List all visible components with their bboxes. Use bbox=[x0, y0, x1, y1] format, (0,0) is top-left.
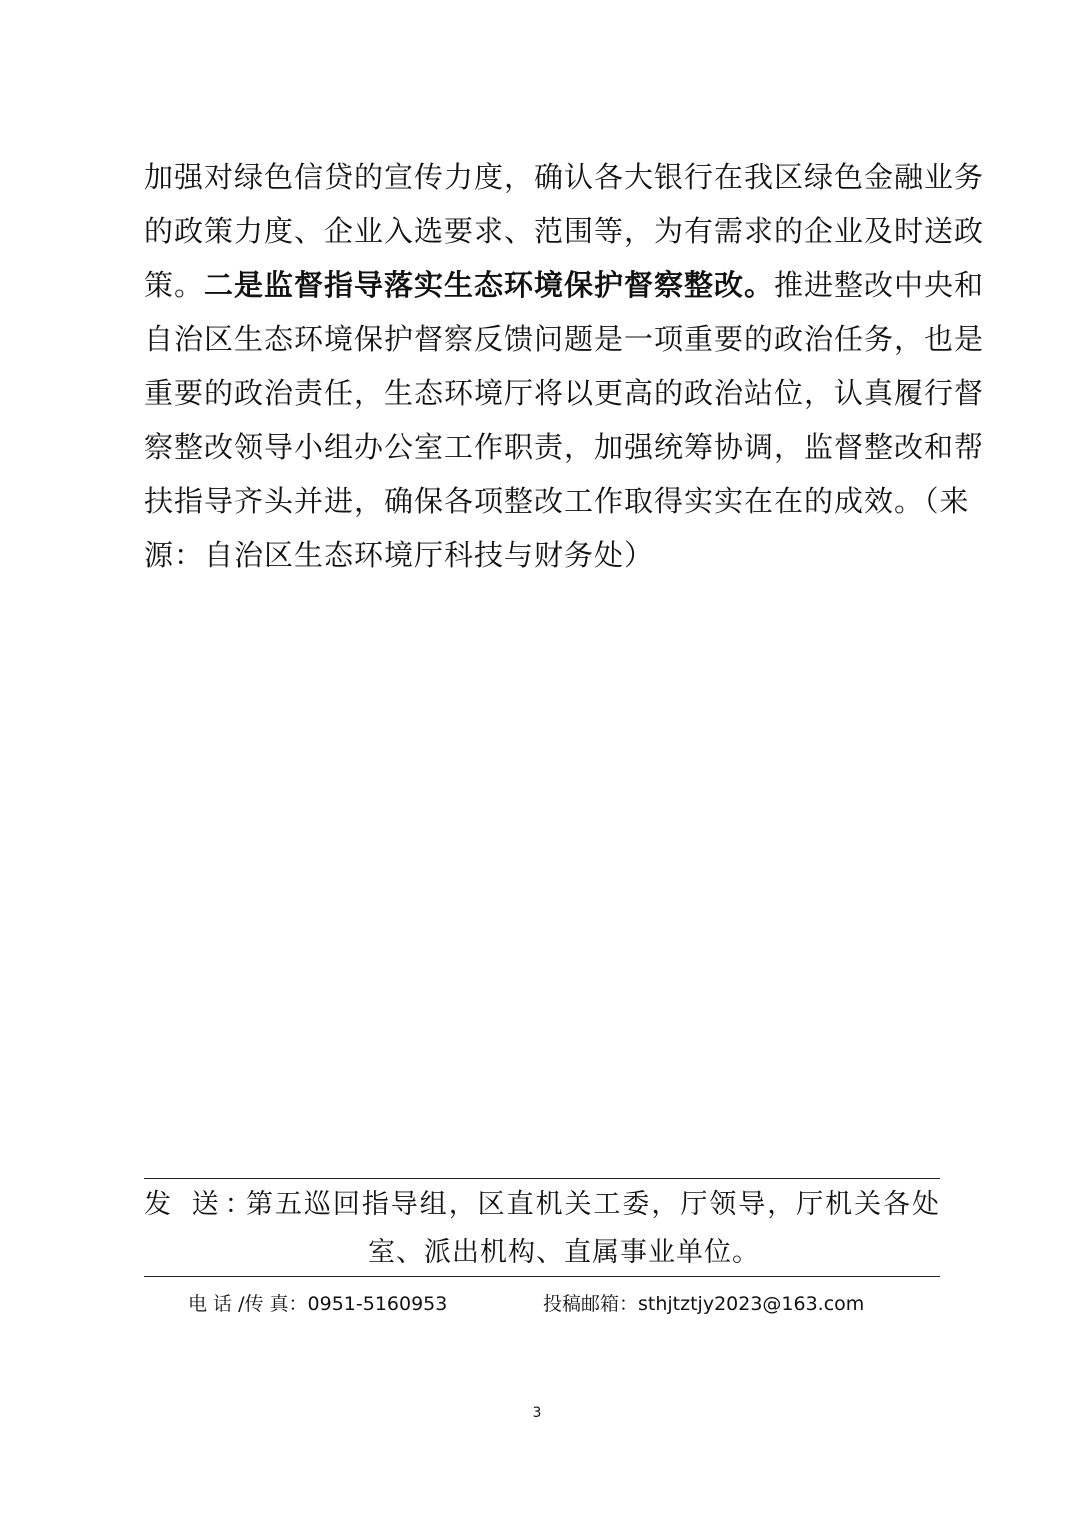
body-line-2: 的政策力度、企业入选要求、范围等，为有需求的企业及时送政 bbox=[144, 214, 985, 248]
body-line-6: 察整改领导小组办公室工作职责，加强统筹协调，监督整改和帮 bbox=[144, 430, 985, 464]
body-paragraph bbox=[144, 150, 985, 582]
contact-email: 投稿邮箱：sthjtztjy2023@163.com bbox=[543, 1293, 865, 1315]
page-number: 3 bbox=[532, 1405, 542, 1421]
body-line-1: 加强对绿色信贷的宣传力度，确认各大银行在我区绿色金融业务 bbox=[144, 160, 985, 194]
body-line-7: 扶指导齐头并进，确保各项整改工作取得实实在在的成效。（来 bbox=[144, 484, 970, 518]
distribution-label: 发 送： bbox=[144, 1189, 258, 1220]
contact-phone: 电 话 /传 真：0951-5160953 bbox=[188, 1293, 448, 1315]
body-line-8: 源：自治区生态环境厅科技与财务处） bbox=[144, 538, 655, 572]
distribution-recipients-line-1: 第五巡回指导组，区直机关工委，厅领导，厅机关各处 bbox=[246, 1189, 940, 1220]
distribution-top-rule bbox=[144, 1178, 940, 1179]
body-line-4: 自治区生态环境保护督察反馈问题是一项重要的政治任务，也是 bbox=[144, 322, 985, 356]
body-line-3-prefix: 策。 bbox=[144, 268, 205, 302]
body-line-3 bbox=[144, 258, 985, 312]
body-line-3-suffix: 推进整改中央和 bbox=[774, 268, 985, 302]
body-line-5: 重要的政治责任，生态环境厅将以更高的政治站位，认真履行督 bbox=[144, 376, 985, 410]
distribution-bottom-rule bbox=[144, 1276, 940, 1277]
section-heading-bold: 二是监督指导落实生态环境保护督察整改。 bbox=[204, 268, 775, 302]
distribution-recipients-line-2: 室、派出机构、直属事业单位。 bbox=[368, 1237, 760, 1268]
